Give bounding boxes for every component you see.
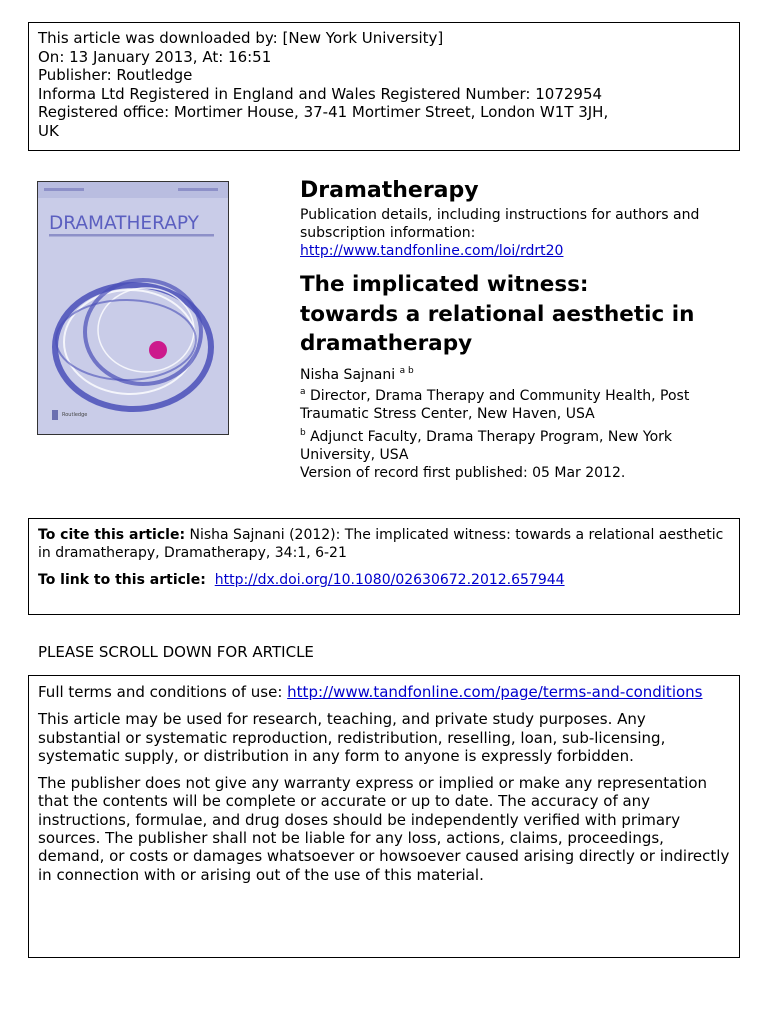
affiliation-a <box>300 387 740 423</box>
article-title <box>300 270 740 359</box>
cover-journal-name: DRAMATHERAPY <box>49 213 199 234</box>
journal-cover-image <box>37 181 229 435</box>
cover-artwork <box>38 182 228 434</box>
terms-paragraph: This article may be used for research, teaching, and private study purposes. Any substantial or systematic reproduction, redistribution, reselling, loan, sub-licensing, systematic supply, or distribution in any form to anyone is expressly forbidden. <box>38 710 666 765</box>
terms-box <box>28 675 740 958</box>
article-title-line: dramatherapy <box>300 331 473 356</box>
journal-url-link[interactable]: http://www.tandfonline.com/loi/rdrt20 <box>300 243 564 259</box>
version-of-record: Version of record first published: 05 Mar 2012. <box>300 464 626 481</box>
citation-box <box>28 518 740 615</box>
terms-label: Full terms and conditions of use: <box>38 683 283 701</box>
download-line: Publisher: Routledge <box>38 66 193 85</box>
author-name: Nisha Sajnani <box>300 366 396 383</box>
cite-label: To cite this article: <box>38 527 186 543</box>
cite-text: Nisha Sajnani (2012): The implicated witness: towards a relational aesthetic in dramatherapy, Dramatherapy, 34:1, 6-21 <box>38 527 724 561</box>
terms-paragraph: The publisher does not give any warranty express or implied or make any representation that the contents will be complete or accurate or up to date. The accuracy of any instructions, formulae, and drug doses should be independently verified with primary sources. The publisher shall not be liable for any loss, actions, claims, proceedings, demand, or costs or damages whatsoever or howsoever caused arising directly or indirectly in connection with or arising out of the use of this material. <box>38 774 730 884</box>
affiliation-text: Adjunct Faculty, Drama Therapy Program, New York University, USA <box>300 428 672 463</box>
journal-title: Dramatherapy <box>300 178 479 203</box>
scroll-notice: PLEASE SCROLL DOWN FOR ARTICLE <box>38 643 314 661</box>
article-title-line: The implicated witness: <box>300 272 589 297</box>
publication-details: Publication details, including instructions for authors and subscription information: <box>300 207 700 241</box>
doi-link[interactable]: http://dx.doi.org/10.1080/02630672.2012.657944 <box>214 572 565 588</box>
link-label: To link to this article: <box>38 572 206 588</box>
affiliation-mark: b <box>300 427 306 438</box>
author-affiliation-marks: a b <box>399 365 414 376</box>
affiliation-b <box>300 428 740 464</box>
author-line <box>300 366 740 385</box>
article-title-line: towards a relational aesthetic in <box>300 301 695 327</box>
download-line: UK <box>38 121 59 140</box>
affiliation-text: Director, Drama Therapy and Community Health, Post Traumatic Stress Center, New Haven, USA <box>300 387 690 422</box>
cover-dot <box>149 341 167 359</box>
terms-heading <box>38 683 730 701</box>
download-notice-box <box>28 22 740 151</box>
download-line: Registered office: Mortimer House, 37-41 Mortimer Street, London W1T 3JH, <box>38 103 609 122</box>
download-line: Informa Ltd Registered in England and Wales Registered Number: 1072954 <box>38 84 603 103</box>
cover-publisher-logo: Routledge <box>62 412 88 418</box>
citation-line <box>38 526 730 562</box>
link-line <box>38 571 730 589</box>
article-info <box>300 176 740 482</box>
terms-url-link[interactable]: http://www.tandfonline.com/page/terms-and-conditions <box>287 683 703 701</box>
download-line: On: 13 January 2013, At: 16:51 <box>38 47 272 66</box>
affiliation-mark: a <box>300 386 306 397</box>
download-line: This article was downloaded by: [New York University] <box>38 29 444 47</box>
